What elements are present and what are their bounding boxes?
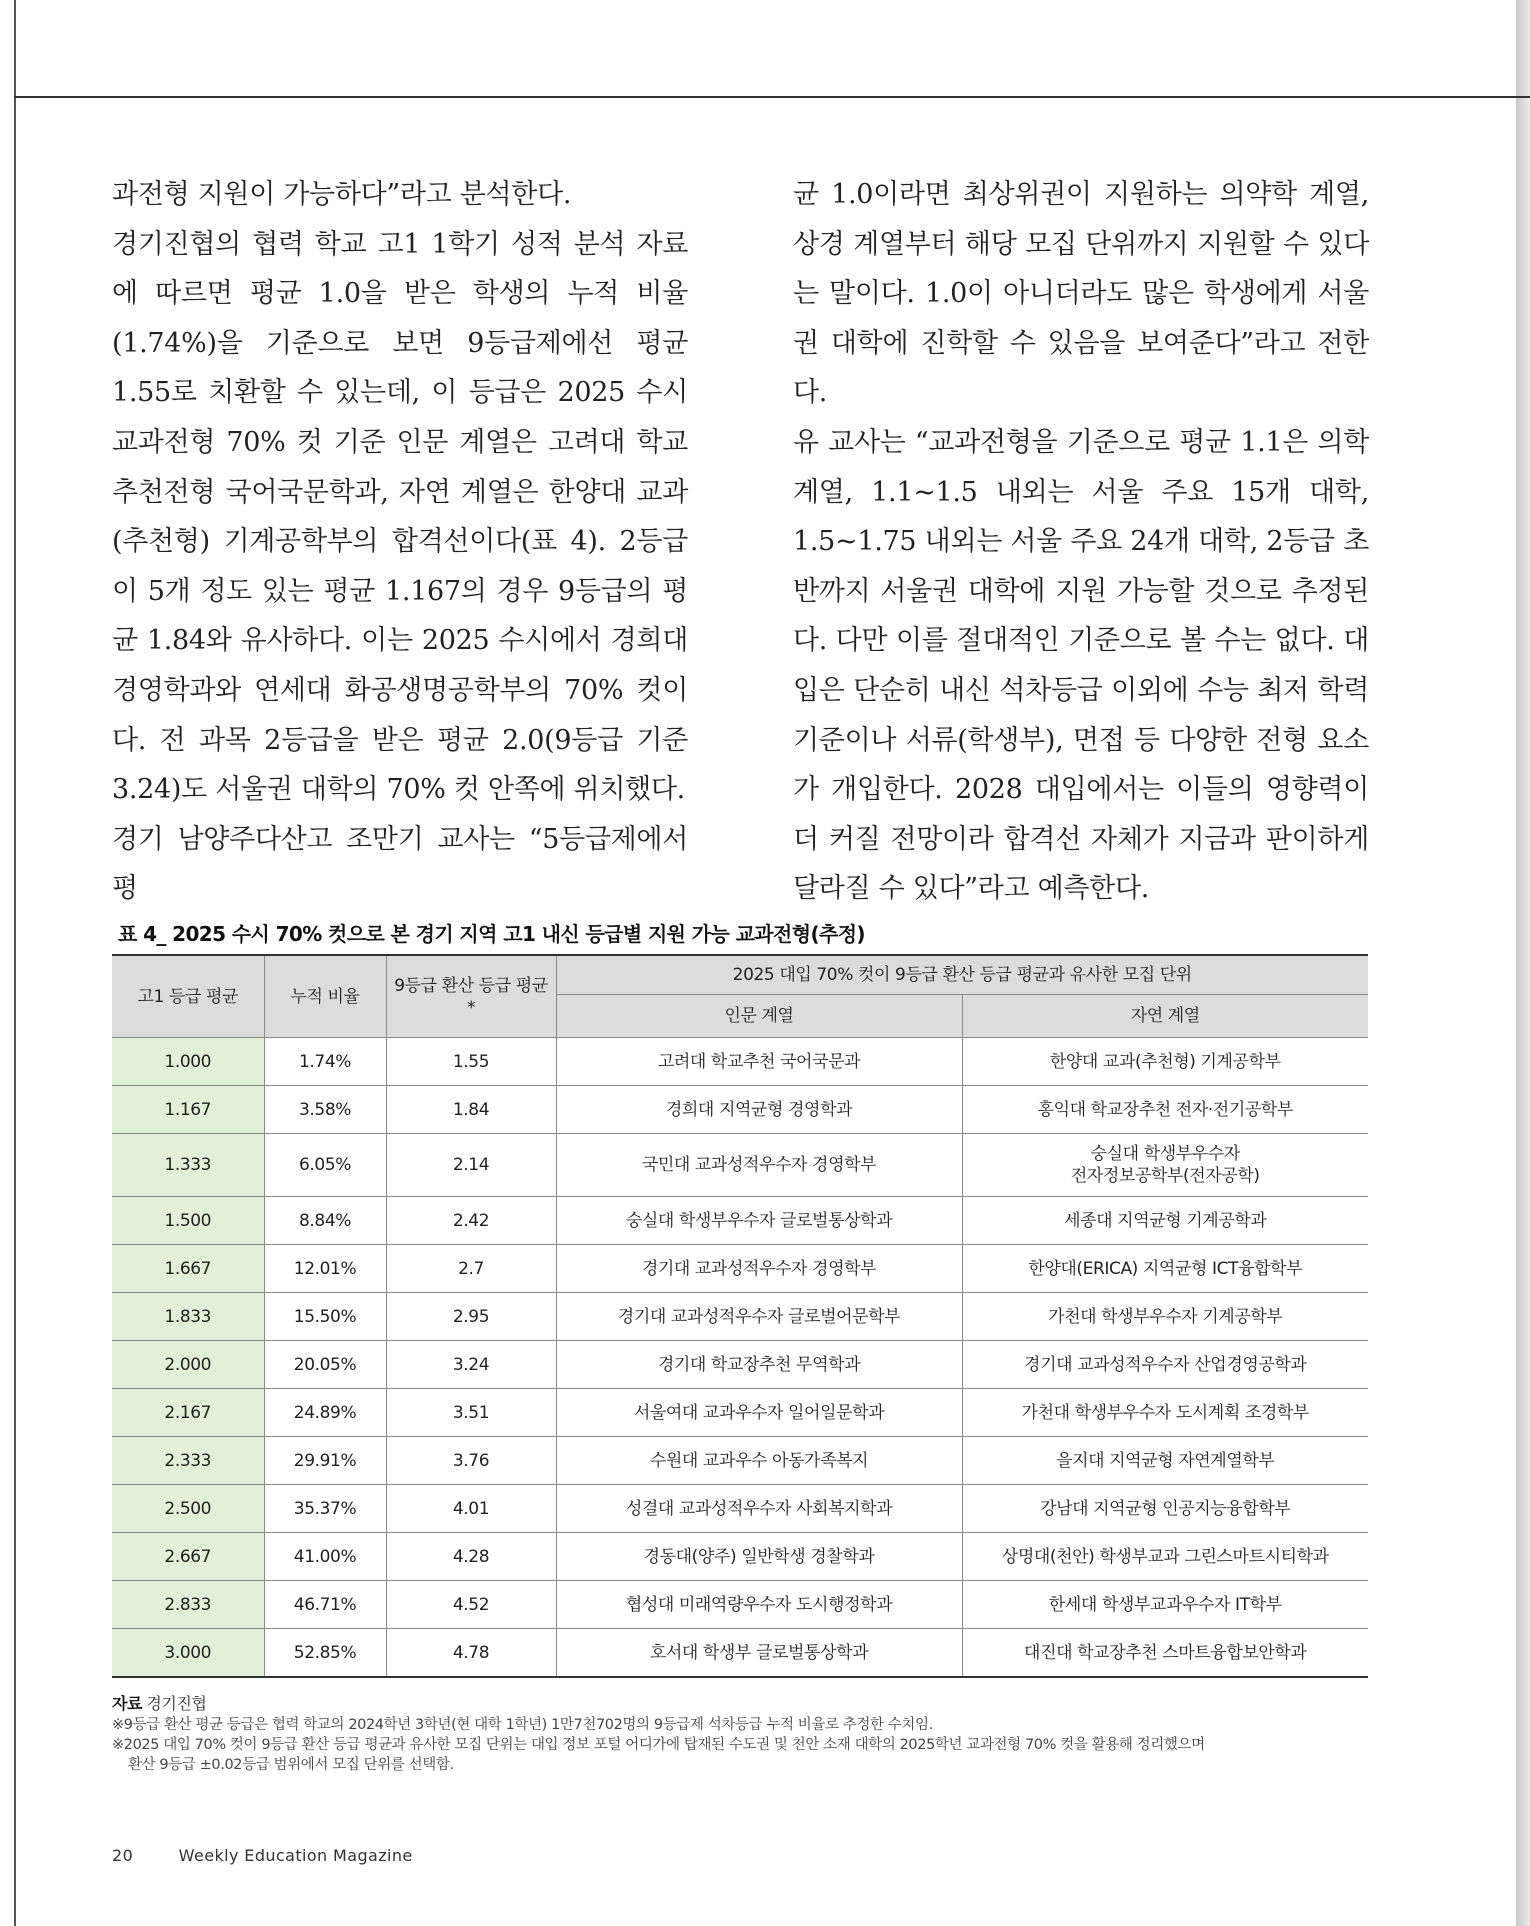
cell-cumulative: 15.50% bbox=[264, 1293, 386, 1341]
cell-science: 홍익대 학교장추천 전자·전기공학부 bbox=[962, 1086, 1368, 1134]
cell-converted: 2.7 bbox=[386, 1245, 556, 1293]
header-humanities: 인문 계열 bbox=[556, 995, 962, 1038]
cell-humanities: 경동대(양주) 일반학생 경찰학과 bbox=[556, 1533, 962, 1581]
cell-science: 한세대 학생부교과우수자 IT학부 bbox=[962, 1581, 1368, 1629]
paragraph: 균 1.0이라면 최상위권이 지원하는 의약학 계열, 상경 계열부터 해당 모집 단위까지 지원할 수 있다는 말이다. 1.0이 아니더라도 많은 학생에게 서울권 대학에 진학할 수 있음을 보여준다”라고 전한다. bbox=[793, 179, 1369, 409]
table-row bbox=[112, 1341, 1368, 1389]
source-line bbox=[112, 1694, 1372, 1715]
table-row bbox=[112, 1293, 1368, 1341]
cell-grade: 2.167 bbox=[112, 1389, 264, 1437]
cell-humanities: 경기대 교과성적우수자 글로벌어문학부 bbox=[556, 1293, 962, 1341]
paragraph: 경기진협의 협력 학교 고1 1학기 성적 분석 자료에 따르면 평균 1.0을 받은 학생의 누적 비율(1.74%)을 기준으로 보면 9등급제에선 평균 1.55로 치환할 수 있는데, 이 등급은 2025 수시 교과전형 70% 컷 기준 인문 계열은 고려대 학교추천전형 국어국문학과, 자연 계열은 한양대 교과(추천형) 기계공학부의 합격선이다(표 4). 2등급이 5개 정도 있는 평균 1.167의 경우 9등급의 평균 1.84와 유사하다. 이는 2025 수시에서 경희대 경영학과와 연세대 화공생명공학부의 70% 컷이다. 전 과목 2등급을 받은 평균 2.0(9등급 기준 3.24)도 서울권 대학의 70% 컷 안쪽에 위치했다. bbox=[112, 228, 688, 806]
cell-converted: 4.52 bbox=[386, 1581, 556, 1629]
cell-grade: 2.500 bbox=[112, 1485, 264, 1533]
body-column-left bbox=[112, 170, 688, 914]
cell-cumulative: 29.91% bbox=[264, 1437, 386, 1485]
table-row bbox=[112, 1134, 1368, 1197]
cell-humanities: 호서대 학생부 글로벌통상학과 bbox=[556, 1629, 962, 1678]
header-group: 2025 대입 70% 컷이 9등급 환산 등급 평균과 유사한 모집 단위 bbox=[556, 955, 1368, 995]
cell-science: 강남대 지역균형 인공지능융합학부 bbox=[962, 1485, 1368, 1533]
cell-science: 가천대 학생부우수자 도시계획 조경학부 bbox=[962, 1389, 1368, 1437]
cell-humanities: 수원대 교과우수 아동가족복지 bbox=[556, 1437, 962, 1485]
cell-grade: 1.000 bbox=[112, 1038, 264, 1086]
header-rule bbox=[14, 96, 1530, 98]
grades-table bbox=[112, 954, 1368, 1678]
cell-grade: 1.333 bbox=[112, 1134, 264, 1197]
cell-grade: 2.000 bbox=[112, 1341, 264, 1389]
cell-humanities: 서울여대 교과우수자 일어일문학과 bbox=[556, 1389, 962, 1437]
cell-science bbox=[962, 1134, 1368, 1197]
table-row bbox=[112, 1581, 1368, 1629]
cell-humanities: 국민대 교과성적우수자 경영학부 bbox=[556, 1134, 962, 1197]
cell-grade: 1.500 bbox=[112, 1197, 264, 1245]
page-number: 20 bbox=[112, 1846, 134, 1865]
cell-humanities: 경기대 교과성적우수자 경영학부 bbox=[556, 1245, 962, 1293]
table-row bbox=[112, 1389, 1368, 1437]
cell-cumulative: 6.05% bbox=[264, 1134, 386, 1197]
cell-converted: 1.84 bbox=[386, 1086, 556, 1134]
cell-science: 한양대 교과(추천형) 기계공학부 bbox=[962, 1038, 1368, 1086]
table-row bbox=[112, 1245, 1368, 1293]
table-title: 표 4_ 2025 수시 70% 컷으로 본 경기 지역 고1 내신 등급별 지원 가능 교과전형(추정) bbox=[118, 922, 865, 946]
header-cumulative: 누적 비율 bbox=[264, 955, 386, 1038]
cell-converted: 2.14 bbox=[386, 1134, 556, 1197]
cell-grade: 1.833 bbox=[112, 1293, 264, 1341]
table-row bbox=[112, 1086, 1368, 1134]
table-row bbox=[112, 1038, 1368, 1086]
cell-science-line: 전자정보공학부(전자공학) bbox=[1070, 1166, 1260, 1186]
cell-science: 상명대(천안) 학생부교과 그린스마트시티학과 bbox=[962, 1533, 1368, 1581]
cell-grade: 1.167 bbox=[112, 1086, 264, 1134]
cell-cumulative: 3.58% bbox=[264, 1086, 386, 1134]
cell-humanities: 협성대 미래역량우수자 도시행정학과 bbox=[556, 1581, 962, 1629]
body-column-right bbox=[793, 170, 1369, 914]
cell-cumulative: 1.74% bbox=[264, 1038, 386, 1086]
cell-cumulative: 52.85% bbox=[264, 1629, 386, 1678]
header-grade: 고1 등급 평균 bbox=[112, 955, 264, 1038]
cell-humanities: 경희대 지역균형 경영학과 bbox=[556, 1086, 962, 1134]
table-row bbox=[112, 1533, 1368, 1581]
cell-cumulative: 20.05% bbox=[264, 1341, 386, 1389]
cell-converted: 4.78 bbox=[386, 1629, 556, 1678]
table-row bbox=[112, 1629, 1368, 1678]
paragraph: 유 교사는 “교과전형을 기준으로 평균 1.1은 의학 계열, 1.1~1.5 내외는 서울 주요 15개 대학, 1.5~1.75 내외는 서울 주요 24개 대학, 2등급 초반까지 서울권 대학에 지원 가능할 것으로 추정된다. 다만 이를 절대적인 기준으로 볼 수는 없다. 대입은 단순히 내신 석차등급 이외에 수능 최저 학력 기준이나 서류(학생부), 면접 등 다양한 전형 요소가 개입한다. 2028 대입에서는 이들의 영향력이 더 커질 전망이라 합격선 자체가 지금과 판이하게 달라질 수 있다”라고 예측한다. bbox=[793, 426, 1369, 905]
header-converted: 9등급 환산 등급 평균* bbox=[386, 955, 556, 1038]
cell-cumulative: 35.37% bbox=[264, 1485, 386, 1533]
cell-converted: 2.95 bbox=[386, 1293, 556, 1341]
cell-science: 가천대 학생부우수자 기계공학부 bbox=[962, 1293, 1368, 1341]
header-science: 자연 계열 bbox=[962, 995, 1368, 1038]
footnote: ※2025 대입 70% 컷이 9등급 환산 등급 평균과 유사한 모집 단위는 대입 정보 포털 어디가에 탑재된 수도권 및 천안 소재 대학의 2025학년 교과전형 70% 컷을 활용해 정리했으며 bbox=[112, 1737, 1205, 1753]
paragraph: 과전형 지원이 가능하다”라고 분석한다. bbox=[112, 179, 572, 210]
cell-converted: 4.01 bbox=[386, 1485, 556, 1533]
cell-science: 한양대(ERICA) 지역균형 ICT융합학부 bbox=[962, 1245, 1368, 1293]
cell-grade: 2.833 bbox=[112, 1581, 264, 1629]
cell-converted: 4.28 bbox=[386, 1533, 556, 1581]
cell-humanities: 경기대 학교장추천 무역학과 bbox=[556, 1341, 962, 1389]
cell-cumulative: 41.00% bbox=[264, 1533, 386, 1581]
cell-cumulative: 8.84% bbox=[264, 1197, 386, 1245]
page-footer bbox=[112, 1846, 413, 1865]
cell-humanities: 고려대 학교추천 국어국문과 bbox=[556, 1038, 962, 1086]
table-row bbox=[112, 1485, 1368, 1533]
cell-science: 경기대 교과성적우수자 산업경영공학과 bbox=[962, 1341, 1368, 1389]
cell-science-line: 숭실대 학생부우수자 bbox=[1090, 1144, 1240, 1164]
cell-converted: 3.51 bbox=[386, 1389, 556, 1437]
cell-grade: 2.333 bbox=[112, 1437, 264, 1485]
cell-grade: 2.667 bbox=[112, 1533, 264, 1581]
table-row bbox=[112, 1437, 1368, 1485]
cell-converted: 1.55 bbox=[386, 1038, 556, 1086]
cell-converted: 3.24 bbox=[386, 1341, 556, 1389]
paragraph: 경기 남양주다산고 조만기 교사는 “5등급제에서 평 bbox=[112, 823, 688, 905]
cell-grade: 3.000 bbox=[112, 1629, 264, 1678]
table-notes bbox=[112, 1694, 1372, 1775]
cell-science: 을지대 지역균형 자연계열학부 bbox=[962, 1437, 1368, 1485]
cell-humanities: 숭실대 학생부우수자 글로벌통상학과 bbox=[556, 1197, 962, 1245]
cell-cumulative: 46.71% bbox=[264, 1581, 386, 1629]
cell-converted: 3.76 bbox=[386, 1437, 556, 1485]
source-value: 경기진협 bbox=[146, 1694, 207, 1713]
cell-cumulative: 24.89% bbox=[264, 1389, 386, 1437]
page-edge bbox=[1516, 0, 1530, 1926]
footnote: ※9등급 환산 평균 등급은 협력 학교의 2024학년 3학년(현 대학 1학년) 1만7천702명의 9등급제 석차등급 누적 비율로 추정한 수치임. bbox=[112, 1717, 933, 1733]
cell-humanities: 성결대 교과성적우수자 사회복지학과 bbox=[556, 1485, 962, 1533]
cell-cumulative: 12.01% bbox=[264, 1245, 386, 1293]
cell-converted: 2.42 bbox=[386, 1197, 556, 1245]
cell-science: 대진대 학교장추천 스마트융합보안학과 bbox=[962, 1629, 1368, 1678]
source-label: 자료 bbox=[112, 1694, 143, 1713]
table-row bbox=[112, 1197, 1368, 1245]
magazine-name: Weekly Education Magazine bbox=[178, 1846, 413, 1865]
footnote-continued: 환산 9등급 ±0.02등급 범위에서 모집 단위를 선택함. bbox=[128, 1757, 454, 1773]
cell-science: 세종대 지역균형 기계공학과 bbox=[962, 1197, 1368, 1245]
cell-grade: 1.667 bbox=[112, 1245, 264, 1293]
